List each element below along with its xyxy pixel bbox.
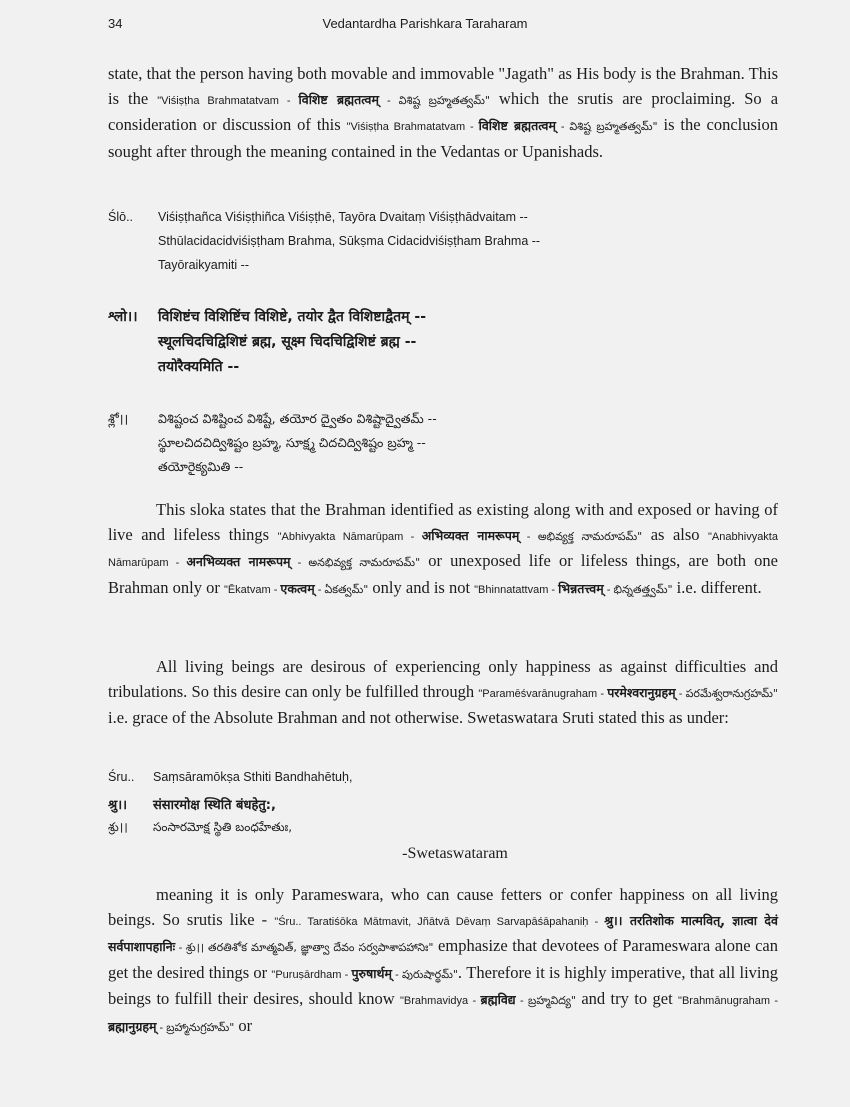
separator: - [379, 94, 399, 107]
text: and try to get [575, 989, 679, 1008]
telugu-term: ఏకత్వమ్" [324, 582, 369, 596]
running-title: Vedantardha Parishkara Taraharam [322, 16, 528, 31]
devanagari-term: ब्रह्मविद्य [480, 992, 516, 1007]
devanagari-term: विशिष्ट ब्रह्मतत्वम् [478, 118, 556, 133]
paragraph-brahmatatvam [108, 62, 778, 164]
separator: - [290, 557, 309, 569]
sruti-label: श्रु।। [108, 798, 128, 813]
sloka-line: Tayōraikyamiti -- [158, 258, 249, 272]
telugu-term: విశిష్ట బ్రహ్మతత్వమ్" [569, 120, 658, 133]
devanagari-term: परमेश्वरानुग्रहम् [607, 684, 676, 700]
transliteration: "Brahmavidya - [400, 995, 481, 1007]
sloka-line: విశిష్టంచ విశిష్టించ విశిష్టే, తయోర ద్వైతం విశిష్టాద్వైతమ్ -- [158, 411, 437, 426]
sruti-roman [108, 770, 352, 784]
devanagari-term: पुरुषार्थम् [351, 965, 392, 981]
separator: - [391, 968, 403, 981]
sloka-label: శ్లో।। [108, 411, 129, 426]
sruti-attribution: -Swetaswataram [402, 845, 508, 862]
sloka-line: स्थूलचिदचिद्विशिष्टं ब्रह्म, सूक्ष्म चिदचिद्विशिष्टं ब्रह्म -- [158, 334, 417, 350]
transliteration: "Abhivyakta Nāmarūpam - [277, 530, 422, 543]
text: . Therefore it is highly imperative, that all living beings to fulfill their desires, should know [108, 962, 779, 1008]
separator: - [175, 942, 186, 954]
telugu-term: విశిష్ట బ్రహ్మతత్వమ్" [398, 93, 490, 107]
sruti-text: Saṃsāramōkṣa Sthiti Bandhahētuḥ, [153, 770, 353, 784]
transliteration: "Anabhivyakta Nāmarūpam - [108, 530, 778, 569]
text: is the conclusion sought after through the meaning contained in the Vedantas or Upanishads. [108, 115, 778, 161]
paragraph-paramesvaranugraham [108, 655, 778, 731]
text: only and is not [368, 577, 475, 597]
text: as also [642, 524, 709, 544]
transliteration: "Puruṣārdham - [271, 968, 352, 981]
separator: - [314, 583, 325, 596]
sloka-line: Sthūlacidacidviśiṣṭham Brahma, Sūkṣma Cidacidviśiṣṭham Brahma -- [158, 234, 541, 248]
telugu-term: బ్రహ్మవిద్య" [527, 994, 576, 1007]
text: i.e. different. [672, 577, 762, 597]
sloka-line: తయోరైక్యమితి -- [158, 459, 244, 474]
sruti-text: संसारमोक्ष स्थिति बंधहेतु:, [153, 798, 276, 813]
text: All living beings are desirous of experiencing only happiness as against difficulties and tribulations. So this desire can only be fulfilled through [108, 657, 778, 701]
telugu-term: బ్రహ్మానుగ్రహమ్" [166, 1020, 235, 1034]
transliteration: "Bhinnatattvam - [474, 583, 559, 596]
separator: - [519, 530, 538, 543]
transliteration: "Brahmānugraham - [678, 995, 778, 1007]
devanagari-term: भिन्नतत्त्वम् [558, 580, 604, 596]
transliteration: "Viśiṣṭha Brahmatatvam - [157, 94, 299, 107]
transliteration: "Viśiṣṭha Brahmatatvam - [346, 121, 479, 133]
telugu-term: భిన్నతత్త్వమ్" [613, 582, 673, 596]
text: meaning it is only Parameswara, who can cause fetters or confer happiness on all living beings. So srutis like - [108, 885, 778, 929]
devanagari-term: अभिव्यक्त नामरूपम् [421, 527, 520, 543]
devanagari-term: अनभिव्यक्त नामरूपम् [186, 554, 291, 569]
devanagari-term: श्रु।। तरतिशोक मात्मवित्, ज्ञात्वा देवं सर्वपाशापहानिः [108, 912, 778, 954]
sloka-line: विशिष्टंच विशिष्टिंच विशिष्टे, तयोर द्वैत विशिष्टाद्वैतम् -- [158, 309, 427, 325]
sruti-telugu [108, 820, 292, 837]
sloka-label: श्लो।। [108, 309, 138, 325]
separator: - [515, 995, 528, 1007]
telugu-term: శ్రు।। తరతిశోక మాత్మవిత్, జ్ఞాత్వా దేవం సర్వపాశాపహానిః" [185, 941, 434, 954]
text: or [234, 1015, 253, 1035]
paragraph-sloka-meaning [108, 498, 778, 602]
sruti-label: శ్రు।। [108, 820, 128, 834]
sruti-devanagari [108, 795, 276, 813]
separator: - [156, 1021, 167, 1034]
text: which the srutis are proclaiming. So a consideration or discussion of this [108, 88, 779, 134]
sloka-label: Ślō.. [108, 210, 134, 224]
sruti-label: Śru.. [108, 770, 135, 784]
paragraph-brahmavidya [108, 883, 778, 1040]
telugu-term: పురుషార్థమ్" [402, 967, 458, 981]
sruti-text: సంసారమోక్ష స్థితి బంధహేతుః, [153, 820, 293, 834]
telugu-term: పరమేశ్వరానుగ్రహమ్" [685, 686, 778, 700]
telugu-term: అనభివ్యక్త నామరూపమ్" [308, 556, 421, 569]
sloka-line: స్థూలచిదచిద్విశిష్టం బ్రహ్మ, సూక్ష్మ చిదచిద్విశిష్టం బ్రహ్మ -- [158, 435, 426, 450]
text: state, that the person having both movable and immovable "Jagath" as His body is the Brahman. This is the [108, 64, 778, 108]
separator: - [603, 583, 614, 596]
transliteration: "Śru.. Taratiśōka Mātmavit, Jñātvā Dēvaṃ Sarvapāśāpahaniḥ - [274, 915, 605, 928]
sloka-line: Viśiṣṭhañca Viśiṣṭhiñca Viśiṣṭhē, Tayōra Dvaitaṃ Viśiṣṭhādvaitam -- [158, 210, 528, 224]
separator: - [555, 121, 570, 133]
text: This sloka states that the Brahman identified as existing along with and exposed or having of live and lifeless things [108, 500, 778, 544]
text: or unexposed life or lifeless things, are both one Brahman only or [108, 551, 779, 597]
transliteration: "Paramēśvarānugraham - [478, 687, 608, 700]
text: emphasize that devotees of Parameswara alone can get the desired things or [108, 936, 779, 982]
text: i.e. grace of the Absolute Brahman and not otherwise. Swetaswatara Sruti stated this as under: [108, 708, 729, 727]
devanagari-term: विशिष्ट ब्रह्मतत्वम् [298, 91, 379, 107]
separator: - [675, 687, 686, 700]
sloka-line: तयोरैक्यमिति -- [158, 359, 240, 375]
page-number: 34 [108, 16, 123, 31]
devanagari-term: ब्रह्मानुग्रहम् [108, 1018, 157, 1034]
transliteration: "Ēkatvam - [223, 583, 281, 596]
devanagari-term: एकत्वम् [280, 580, 315, 596]
telugu-term: అభివ్యక్త నామరూపమ్" [537, 529, 643, 543]
